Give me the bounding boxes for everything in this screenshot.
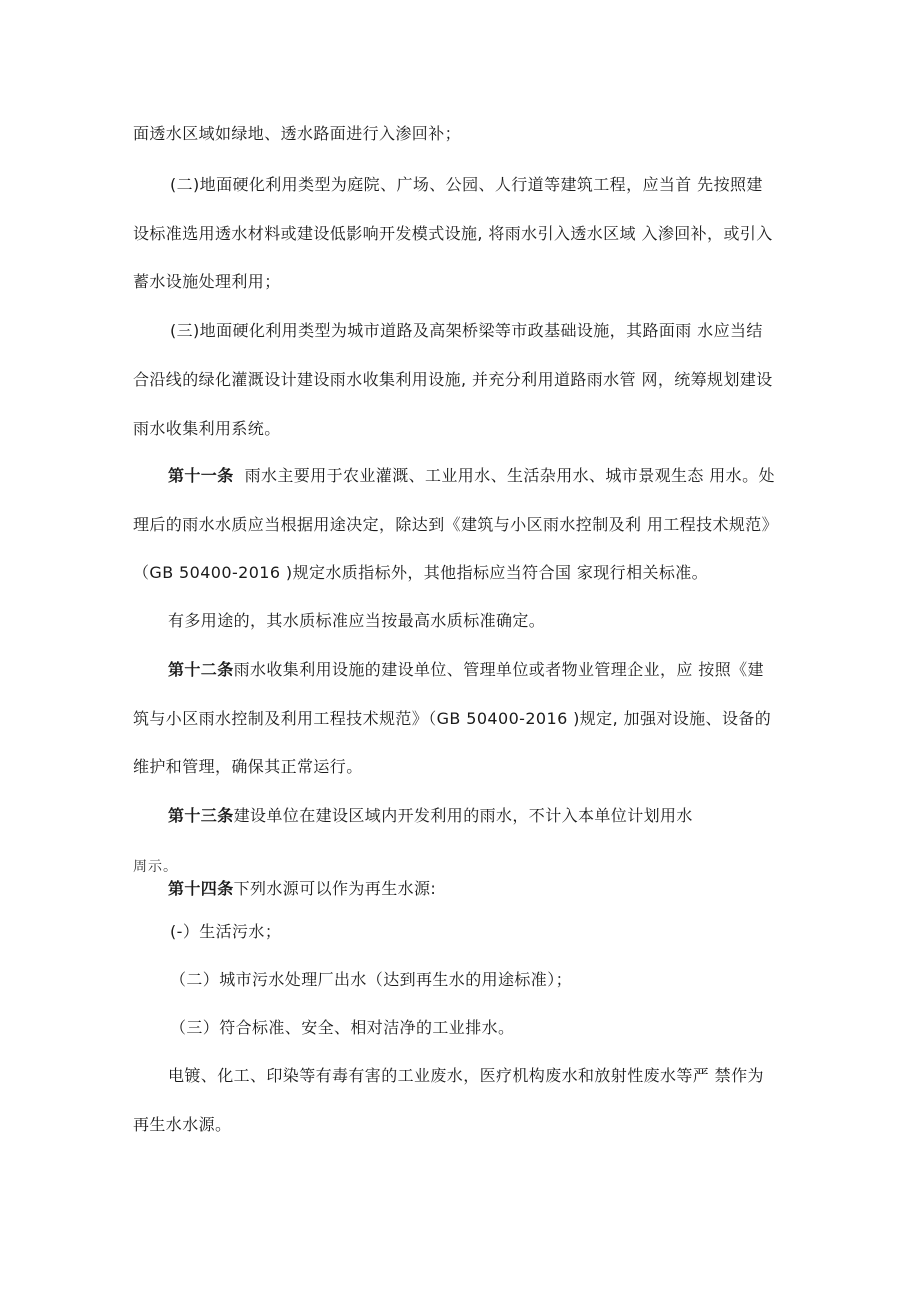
text-line: 周示。 [133, 859, 178, 875]
list-item: （三）符合标准、安全、相对洁净的工业排水。 [170, 1018, 515, 1037]
text-line: 合沿线的绿化灌溉设计建设雨水收集利用设施, 并充分利用道路雨水管 网，统筹规划建设 [133, 370, 773, 389]
text-line: 筑与小区雨水控制及利用工程技术规范》（GB 50400-2016 )规定, 加强对设施、设备的 [133, 709, 772, 728]
article-heading: 第十三条 [168, 806, 234, 825]
text-line: 面透水区域如绿地、透水路面进行入渗回补； [133, 124, 462, 143]
text-line: (三)地面硬化利用类型为城市道路及高架桥梁等市政基础设施，其路面雨 水应当结 [170, 321, 763, 340]
article-paragraph [168, 878, 436, 900]
text-line: 电镀、化工、印染等有毒有害的工业废水，医疗机构废水和放射性废水等严 禁作为 [168, 1066, 764, 1085]
text-line: 维护和管理，确保其正常运行。 [133, 757, 363, 776]
article-heading: 第十四条 [168, 879, 234, 898]
article-paragraph [168, 465, 775, 487]
text-line: 雨水收集利用系统。 [133, 419, 281, 438]
list-item: （二）城市污水处理厂出水（达到再生水的用途标准）； [170, 970, 573, 989]
text-line: 蓄水设施处理利用； [133, 272, 281, 291]
text-line: 再生水水源。 [133, 1115, 232, 1134]
article-paragraph [168, 659, 764, 681]
article-text: 建设单位在建设区域内开发利用的雨水，不计入本单位计划用水 [233, 806, 693, 825]
text-line: 有多用途的，其水质标准应当按最高水质标准确定。 [168, 611, 546, 630]
article-text: 雨水主要用于农业灌溉、工业用水、生活杂用水、城市景观生态 用水。处 [244, 466, 775, 485]
article-heading: 第十一条 [168, 466, 234, 485]
list-item: (-）生活污水； [170, 922, 282, 941]
article-text: 雨水收集利用设施的建设单位、管理单位或者物业管理企业，应 按照《建 [233, 660, 764, 679]
text-line: （GB 50400-2016 )规定水质指标外，其他指标应当符合国 家现行相关标准。 [133, 563, 709, 582]
text-line: (二)地面硬化利用类型为庭院、广场、公园、人行道等建筑工程，应当首 先按照建 [170, 175, 763, 194]
text-line: 理后的雨水水质应当根据用途决定，除达到《建筑与小区雨水控制及利 用工程技术规范》 [133, 515, 779, 534]
article-text: 下列水源可以作为再生水源: [233, 879, 437, 898]
article-paragraph [168, 805, 693, 827]
article-heading: 第十二条 [168, 660, 234, 679]
text-line: 设标准选用透水材料或建设低影响开发模式设施, 将雨水引入透水区域 入渗回补，或引入 [133, 224, 773, 243]
